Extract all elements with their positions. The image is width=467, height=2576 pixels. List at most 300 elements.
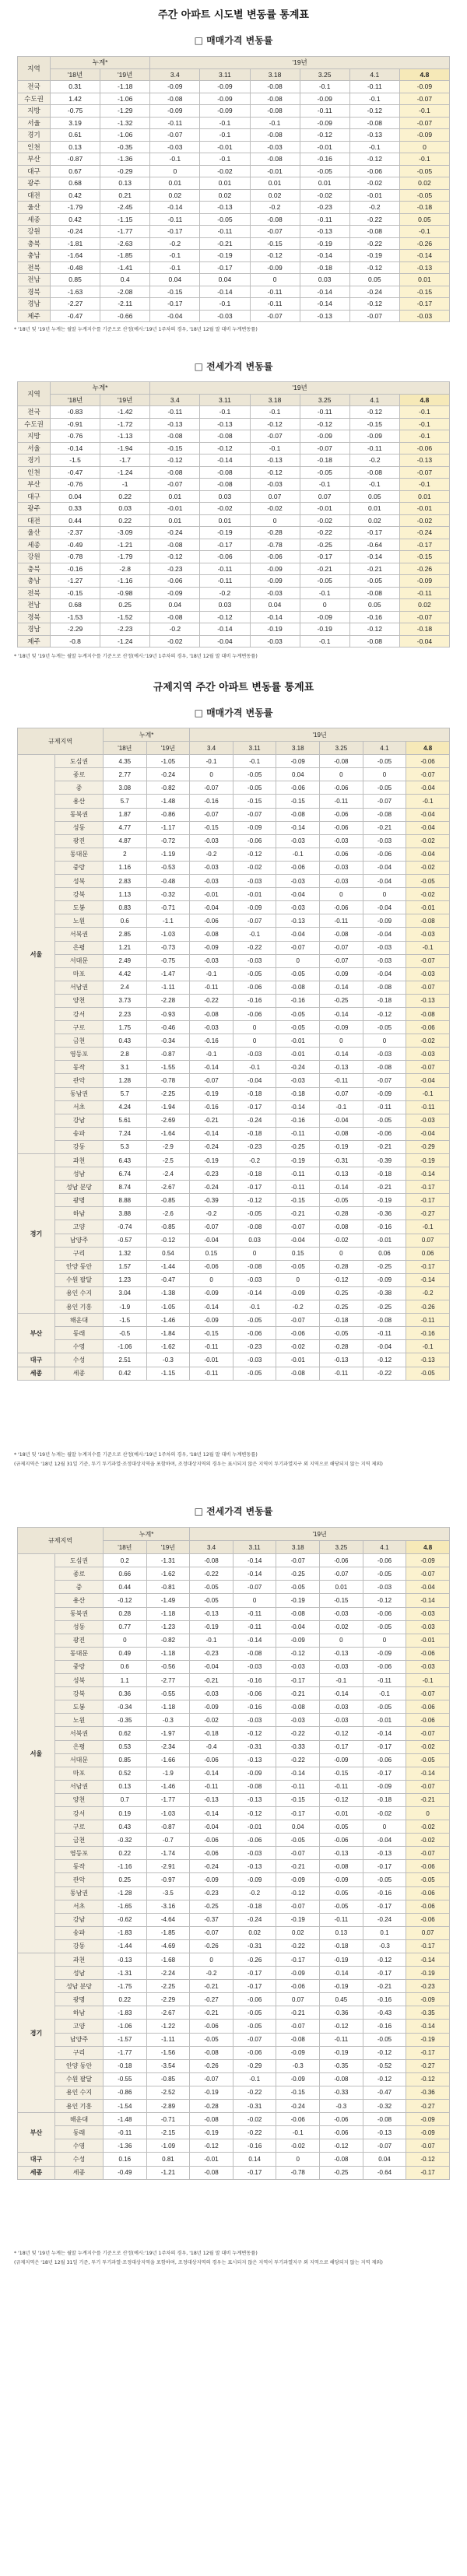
- value-cell: -0.2: [250, 202, 300, 214]
- value-cell: -0.11: [300, 105, 349, 118]
- value-cell: -0.2: [190, 1207, 234, 1220]
- value-cell: 0.07: [300, 490, 349, 503]
- table-row: [18, 2153, 450, 2166]
- value-cell: -0.76: [51, 479, 100, 491]
- value-cell: -1.94: [146, 1100, 190, 1114]
- value-cell: -0.36: [406, 2086, 450, 2099]
- value-cell: -1.84: [146, 1327, 190, 1340]
- value-cell: -0.06: [320, 1554, 363, 1567]
- value-cell: 0.68: [51, 177, 100, 190]
- value-cell: 0.13: [51, 141, 100, 153]
- area-cell: 마포: [55, 967, 104, 981]
- value-cell: -0.16: [233, 2139, 276, 2153]
- table-row: [18, 941, 450, 954]
- column-header: '19년: [100, 394, 150, 406]
- value-cell: 0.52: [104, 1767, 147, 1780]
- value-cell: 0.22: [104, 1847, 147, 1860]
- value-cell: -0.13: [320, 1647, 363, 1660]
- value-cell: -1.7: [100, 454, 150, 467]
- value-cell: -0.13: [399, 454, 449, 467]
- value-cell: 1.16: [104, 861, 147, 874]
- value-cell: -0.07: [150, 479, 200, 491]
- table-row: [18, 981, 450, 994]
- region-cell: 대구: [18, 165, 51, 177]
- value-cell: -0.27: [190, 1993, 234, 2006]
- value-cell: -0.28: [190, 2100, 234, 2113]
- value-cell: -0.04: [406, 848, 450, 861]
- value-cell: 0.01: [349, 503, 399, 515]
- value-cell: -0.06: [233, 2046, 276, 2059]
- area-cell: 성남 분당: [55, 1181, 104, 1194]
- value-cell: -0.21: [276, 1207, 320, 1220]
- value-cell: -0.06: [320, 781, 363, 795]
- value-cell: -0.06: [276, 861, 320, 874]
- value-cell: -0.14: [300, 286, 349, 298]
- value-cell: -1.9: [104, 1300, 147, 1314]
- value-cell: -0.3: [146, 1353, 190, 1367]
- value-cell: 0.43: [104, 1034, 147, 1048]
- value-cell: -0.05: [276, 1260, 320, 1273]
- value-cell: -1.21: [146, 2166, 190, 2179]
- value-cell: 8.74: [104, 1181, 147, 1194]
- value-cell: -0.08: [320, 1860, 363, 1873]
- table-row: [18, 442, 450, 454]
- value-cell: -0.04: [276, 888, 320, 901]
- value-cell: -0.17: [406, 2046, 450, 2059]
- table-row: [18, 1100, 450, 1114]
- value-cell: -0.08: [349, 226, 399, 238]
- value-cell: 1.87: [104, 808, 147, 821]
- region-cell: 경북: [18, 286, 51, 298]
- value-cell: -1.18: [146, 1700, 190, 1714]
- area-cell: 동작: [55, 1860, 104, 1873]
- value-cell: -0.78: [276, 2166, 320, 2179]
- value-cell: -0.17: [233, 2166, 276, 2179]
- value-cell: -0.04: [276, 928, 320, 941]
- value-cell: -0.1: [233, 1061, 276, 1074]
- table-row: [18, 1939, 450, 1953]
- area-cell: 구로: [55, 1021, 104, 1034]
- value-cell: -0.08: [150, 611, 200, 623]
- value-cell: -0.36: [363, 1207, 406, 1220]
- value-cell: -1.06: [104, 2020, 147, 2033]
- value-cell: -0.08: [233, 1780, 276, 1793]
- value-cell: -0.62: [104, 1913, 147, 1926]
- value-cell: -2.29: [51, 623, 100, 636]
- value-cell: -2.45: [100, 202, 150, 214]
- value-cell: -0.06: [233, 834, 276, 848]
- value-cell: -0.12: [320, 1727, 363, 1740]
- value-cell: -0.03: [276, 1714, 320, 1727]
- table-row: [18, 755, 450, 768]
- value-cell: -1.46: [146, 1780, 190, 1793]
- value-cell: -0.05: [363, 1567, 406, 1581]
- value-cell: 0.61: [51, 129, 100, 142]
- value-cell: -0.04: [406, 1127, 450, 1140]
- value-cell: -0.12: [233, 1194, 276, 1207]
- value-cell: -0.03: [233, 1353, 276, 1367]
- value-cell: -0.56: [146, 1660, 190, 1673]
- value-cell: 1.1: [104, 1674, 147, 1687]
- value-cell: 0.31: [51, 81, 100, 93]
- value-cell: -0.07: [363, 2139, 406, 2153]
- table-row: [18, 635, 450, 648]
- value-cell: -0.07: [276, 1220, 320, 1234]
- value-cell: -0.02: [300, 514, 349, 527]
- table-row: [18, 781, 450, 795]
- column-header: 3.18: [250, 394, 300, 406]
- value-cell: -0.09: [276, 755, 320, 768]
- value-cell: -0.06: [363, 1753, 406, 1767]
- value-cell: 0.15: [276, 1247, 320, 1260]
- value-cell: -0.3: [276, 2059, 320, 2072]
- value-cell: -0.04: [363, 875, 406, 888]
- value-cell: -0.08: [233, 1220, 276, 1234]
- value-cell: -0.1: [150, 250, 200, 262]
- value-cell: -0.21: [363, 1181, 406, 1194]
- value-cell: -1.17: [146, 821, 190, 834]
- value-cell: -0.16: [300, 153, 349, 166]
- value-cell: -0.01: [406, 1634, 450, 1647]
- value-cell: -1.75: [104, 1980, 147, 1993]
- value-cell: -0.24: [146, 768, 190, 781]
- value-cell: -0.1: [200, 153, 250, 166]
- value-cell: -1.06: [104, 1340, 147, 1353]
- value-cell: 0.05: [349, 490, 399, 503]
- value-cell: -0.16: [51, 563, 100, 575]
- value-cell: -0.07: [399, 93, 449, 105]
- footnote: * '18년 및 '19년 누계는 월말 누계지수를 기준으로 산정(예시:'19년 1주차의 경우, '18년 12월 말 대비 누계변동률): [14, 1452, 258, 1458]
- value-cell: -0.17: [406, 2166, 450, 2179]
- area-cell: 서북권: [55, 1727, 104, 1740]
- area-cell: 도봉: [55, 901, 104, 914]
- table-row: [18, 1780, 450, 1793]
- value-cell: -0.11: [349, 81, 399, 93]
- value-cell: -1.97: [146, 1727, 190, 1740]
- value-cell: -0.12: [300, 129, 349, 142]
- value-cell: 2.23: [104, 1007, 147, 1020]
- value-cell: -0.22: [349, 213, 399, 226]
- footnote: * '18년 및 '19년 누계는 월말 누계지수를 기준으로 산정(예시:'19년 1주차의 경우, '18년 12월 말 대비 누계변동률): [14, 327, 258, 332]
- value-cell: -0.24: [363, 1913, 406, 1926]
- value-cell: -0.11: [250, 298, 300, 311]
- group-cell: 경기: [18, 1154, 55, 1314]
- value-cell: -0.09: [190, 941, 234, 954]
- area-cell: 동남권: [55, 1886, 104, 1900]
- value-cell: -0.1: [150, 261, 200, 274]
- region-cell: 울산: [18, 527, 51, 539]
- value-cell: -0.08: [406, 914, 450, 928]
- value-cell: -1.15: [146, 1367, 190, 1380]
- table-row: [18, 1753, 450, 1767]
- value-cell: -0.01: [150, 503, 200, 515]
- value-cell: -0.09: [406, 2126, 450, 2139]
- value-cell: -0.07: [233, 1581, 276, 1594]
- value-cell: 0.04: [150, 274, 200, 286]
- value-cell: 0: [320, 888, 363, 901]
- value-cell: 1.28: [104, 1074, 147, 1087]
- value-cell: 0: [190, 1953, 234, 1967]
- value-cell: 0: [363, 1634, 406, 1647]
- value-cell: -0.09: [190, 1700, 234, 1714]
- value-cell: -2.8: [100, 563, 150, 575]
- table-row: [18, 1793, 450, 1806]
- value-cell: -0.09: [233, 901, 276, 914]
- value-cell: -0.07: [233, 808, 276, 821]
- value-cell: -0.09: [200, 81, 250, 93]
- value-cell: -1.22: [146, 2020, 190, 2033]
- area-cell: 강서: [55, 1806, 104, 1820]
- regulated-jeonse-table: [17, 1527, 450, 2180]
- region-cell: 충남: [18, 575, 51, 588]
- area-cell: 노원: [55, 1714, 104, 1727]
- column-header: 3.11: [233, 742, 276, 755]
- group-cell: 서울: [18, 755, 55, 1154]
- value-cell: -0.09: [276, 1634, 320, 1647]
- value-cell: -0.21: [363, 1980, 406, 1993]
- value-cell: 0.19: [104, 1806, 147, 1820]
- value-cell: 0: [363, 1820, 406, 1834]
- value-cell: -0.14: [320, 1687, 363, 1700]
- value-cell: -1.06: [100, 93, 150, 105]
- value-cell: -0.07: [250, 310, 300, 322]
- table-row: [18, 1767, 450, 1780]
- year19-header: '19년: [150, 382, 450, 395]
- value-cell: -2.89: [146, 2100, 190, 2113]
- value-cell: -0.28: [320, 1260, 363, 1273]
- value-cell: -0.08: [320, 2153, 363, 2166]
- value-cell: -0.15: [276, 1793, 320, 1806]
- value-cell: -0.06: [363, 1127, 406, 1140]
- value-cell: -1.05: [146, 1300, 190, 1314]
- value-cell: -0.03: [233, 1273, 276, 1286]
- table-row: [18, 1220, 450, 1234]
- value-cell: -1.03: [146, 1806, 190, 1820]
- value-cell: -0.07: [406, 981, 450, 994]
- value-cell: -1.47: [146, 967, 190, 981]
- value-cell: -0.1: [200, 129, 250, 142]
- value-cell: -0.1: [233, 928, 276, 941]
- value-cell: 0: [190, 1273, 234, 1286]
- value-cell: -0.22: [233, 941, 276, 954]
- value-cell: -0.93: [146, 1007, 190, 1020]
- value-cell: 0.77: [104, 1620, 147, 1634]
- value-cell: -0.03: [320, 1714, 363, 1727]
- value-cell: -0.15: [399, 286, 449, 298]
- value-cell: -1.77: [100, 226, 150, 238]
- area-cell: 종로: [55, 768, 104, 781]
- value-cell: -1.18: [146, 1647, 190, 1660]
- value-cell: -0.22: [190, 1567, 234, 1581]
- value-cell: -0.52: [363, 2059, 406, 2072]
- value-cell: -0.15: [51, 587, 100, 599]
- value-cell: -0.09: [250, 575, 300, 588]
- value-cell: 0.05: [349, 599, 399, 612]
- value-cell: -0.03: [190, 875, 234, 888]
- value-cell: -0.07: [406, 1061, 450, 1074]
- table-row: [18, 2020, 450, 2033]
- area-cell: 하남: [55, 1207, 104, 1220]
- value-cell: -0.15: [276, 795, 320, 808]
- table-row: [18, 81, 450, 93]
- value-cell: -0.14: [276, 821, 320, 834]
- table-row: [18, 1300, 450, 1314]
- value-cell: 0.54: [146, 1247, 190, 1260]
- area-cell: 서북권: [55, 928, 104, 941]
- value-cell: -1.46: [146, 1314, 190, 1327]
- table-row: [18, 1820, 450, 1834]
- area-cell: 세종: [55, 1367, 104, 1380]
- value-cell: -0.07: [150, 129, 200, 142]
- value-cell: -0.14: [233, 1634, 276, 1647]
- value-cell: -0.14: [233, 1554, 276, 1567]
- value-cell: -0.12: [320, 1273, 363, 1286]
- value-cell: -0.06: [276, 781, 320, 795]
- value-cell: -0.23: [190, 1167, 234, 1181]
- table-row: [18, 153, 450, 166]
- value-cell: -0.31: [320, 1154, 363, 1167]
- value-cell: -1.18: [146, 1607, 190, 1620]
- value-cell: -0.18: [300, 454, 349, 467]
- region-cell: 수도권: [18, 418, 51, 430]
- value-cell: -0.23: [300, 202, 349, 214]
- value-cell: -0.1: [399, 153, 449, 166]
- area-cell: 강서: [55, 1007, 104, 1020]
- value-cell: -0.09: [320, 1021, 363, 1034]
- value-cell: -0.06: [363, 1554, 406, 1567]
- region-cell: 대전: [18, 514, 51, 527]
- value-cell: -0.08: [320, 2072, 363, 2086]
- value-cell: -0.06: [320, 2126, 363, 2139]
- value-cell: -0.06: [276, 1327, 320, 1340]
- value-cell: 0: [399, 141, 449, 153]
- value-cell: -1.24: [100, 466, 150, 479]
- value-cell: 0: [276, 954, 320, 967]
- value-cell: -0.18: [276, 1087, 320, 1100]
- value-cell: -0.15: [150, 286, 200, 298]
- value-cell: -0.26: [399, 237, 449, 250]
- value-cell: -0.78: [146, 1074, 190, 1087]
- table-row: [18, 129, 450, 142]
- value-cell: -0.16: [233, 1674, 276, 1687]
- value-cell: 0.22: [100, 490, 150, 503]
- value-cell: -0.04: [150, 310, 200, 322]
- value-cell: 0.07: [276, 1993, 320, 2006]
- value-cell: -0.23: [150, 563, 200, 575]
- value-cell: 0: [233, 1021, 276, 1034]
- value-cell: -0.2: [233, 1886, 276, 1900]
- value-cell: -0.11: [320, 1780, 363, 1793]
- value-cell: -0.35: [320, 2059, 363, 2072]
- value-cell: -0.12: [363, 1353, 406, 1367]
- value-cell: 1.23: [104, 1273, 147, 1286]
- value-cell: -0.75: [146, 954, 190, 967]
- value-cell: -0.07: [276, 1900, 320, 1913]
- value-cell: -0.07: [300, 442, 349, 454]
- value-cell: 5.7: [104, 795, 147, 808]
- value-cell: 0: [150, 165, 200, 177]
- value-cell: -0.08: [190, 2046, 234, 2059]
- value-cell: -0.76: [51, 430, 100, 443]
- value-cell: -0.21: [406, 1793, 450, 1806]
- value-cell: -0.04: [190, 1660, 234, 1673]
- value-cell: -0.15: [250, 237, 300, 250]
- value-cell: -0.02: [406, 1034, 450, 1048]
- value-cell: 1.57: [104, 1260, 147, 1273]
- value-cell: -0.08: [320, 755, 363, 768]
- value-cell: -0.18: [233, 1900, 276, 1913]
- value-cell: -0.17: [233, 1100, 276, 1114]
- value-cell: -0.15: [399, 551, 449, 563]
- region-cell: 인천: [18, 141, 51, 153]
- value-cell: -0.12: [406, 2153, 450, 2166]
- value-cell: -0.19: [200, 250, 250, 262]
- year19-header: '19년: [190, 1528, 450, 1541]
- column-header: 3.18: [276, 742, 320, 755]
- value-cell: -0.21: [363, 821, 406, 834]
- value-cell: -2.77: [146, 1674, 190, 1687]
- value-cell: -0.13: [349, 129, 399, 142]
- table-row: [18, 1834, 450, 1847]
- value-cell: 1.42: [51, 93, 100, 105]
- value-cell: -0.07: [233, 914, 276, 928]
- value-cell: -0.13: [190, 1793, 234, 1806]
- value-cell: -0.13: [250, 454, 300, 467]
- area-cell: 고양: [55, 2020, 104, 2033]
- value-cell: -0.16: [363, 1886, 406, 1900]
- value-cell: 0.07: [250, 490, 300, 503]
- value-cell: -0.25: [276, 1567, 320, 1581]
- table-row: [18, 1727, 450, 1740]
- value-cell: -0.12: [150, 551, 200, 563]
- value-cell: -0.1: [233, 1300, 276, 1314]
- value-cell: -0.26: [233, 1953, 276, 1967]
- value-cell: -1.19: [146, 848, 190, 861]
- table-row: [18, 165, 450, 177]
- value-cell: -1.21: [100, 539, 150, 551]
- value-cell: -0.25: [363, 1260, 406, 1273]
- area-cell: 수원 팔달: [55, 1273, 104, 1286]
- value-cell: -0.16: [406, 1327, 450, 1340]
- area-cell: 중: [55, 781, 104, 795]
- value-cell: 2.8: [104, 1048, 147, 1061]
- value-cell: -0.06: [233, 981, 276, 994]
- value-cell: -0.2: [276, 1300, 320, 1314]
- table-subheader-row: [18, 68, 450, 81]
- value-cell: -0.11: [320, 1913, 363, 1926]
- table-row: [18, 888, 450, 901]
- table-row: [18, 1900, 450, 1913]
- value-cell: -0.11: [300, 406, 349, 419]
- value-cell: -0.36: [320, 2006, 363, 2020]
- group-cell: 부산: [18, 2113, 55, 2153]
- value-cell: -1.74: [146, 1847, 190, 1860]
- table-row: [18, 575, 450, 588]
- table-row: [18, 1647, 450, 1660]
- value-cell: -0.02: [276, 1340, 320, 1353]
- value-cell: -0.08: [276, 1367, 320, 1380]
- value-cell: -0.31: [233, 1740, 276, 1753]
- value-cell: -0.19: [190, 2126, 234, 2139]
- value-cell: -0.16: [233, 994, 276, 1007]
- table-row: [18, 587, 450, 599]
- value-cell: -0.01: [233, 1820, 276, 1834]
- table-row: [18, 1034, 450, 1048]
- value-cell: -0.1: [300, 81, 349, 93]
- value-cell: -0.12: [320, 2139, 363, 2153]
- table-row: [18, 250, 450, 262]
- column-header: 3.4: [190, 1541, 234, 1554]
